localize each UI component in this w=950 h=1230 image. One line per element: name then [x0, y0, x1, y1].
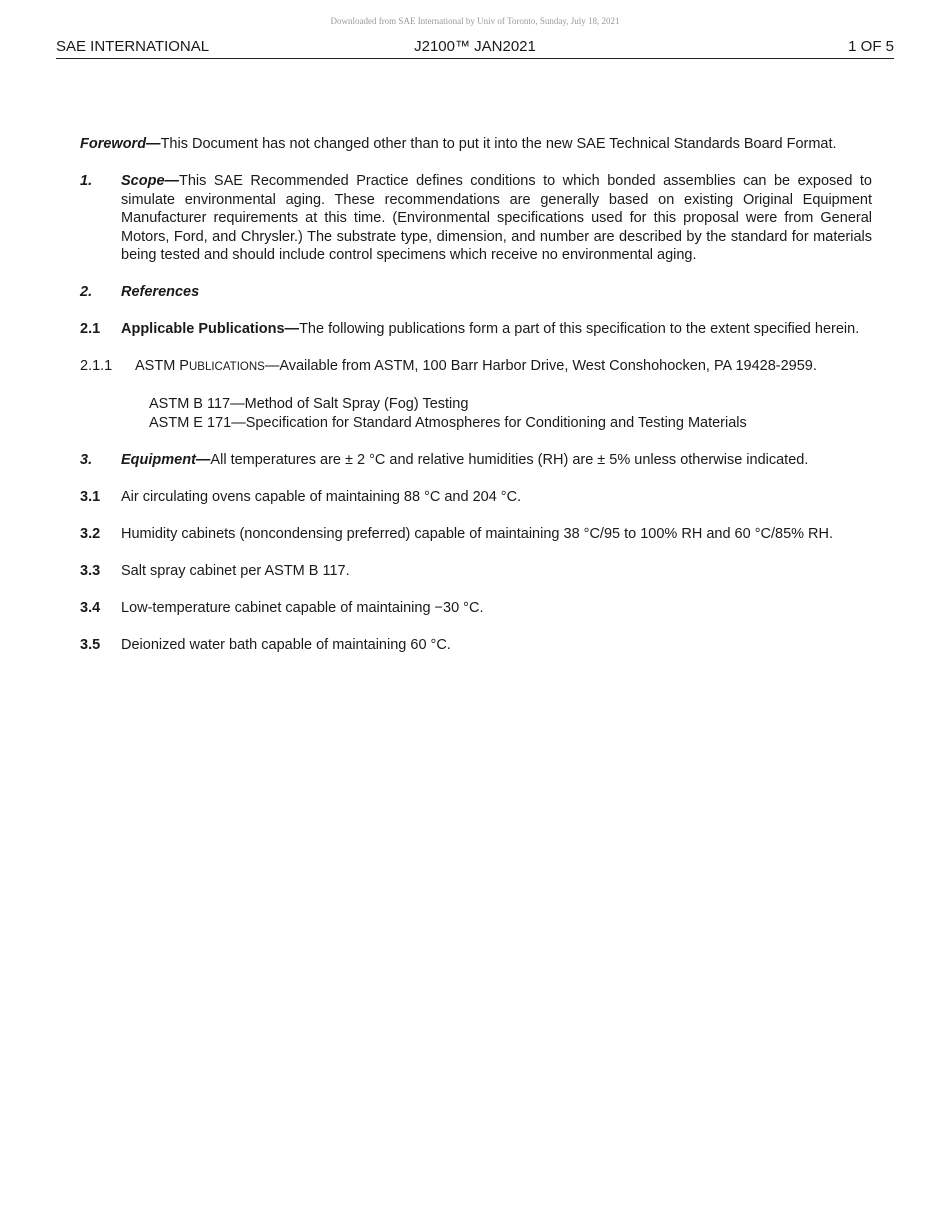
section-number: 2.1.1 — [80, 358, 113, 374]
section-number: 2.1 — [80, 321, 101, 337]
header-page-number: 1 OF 5 — [848, 38, 894, 55]
section-applicable-publications — [80, 320, 872, 339]
section-text: This SAE Recommended Practice defines conditions to which bonded assemblies can be exposed to simulate environmental aging. These recommendations are generally based on existing Original Equipment Manufacturer requirements at this time. (Environmental specifications used for this proposal were from General Motors, Ford, and Chrysler.) The substrate type, dimension, and number are described by the standard for materials being tested and should include control specimens which receive no environmental aging. — [121, 173, 872, 263]
header-document-id: J2100™ JAN2021 — [414, 38, 536, 55]
reference-item: ASTM B 117—Method of Salt Spray (Fog) Testing — [149, 396, 469, 412]
section-text: Deionized water bath capable of maintaining 60 °C. — [121, 636, 451, 653]
section-number: 2. — [80, 284, 93, 300]
section-heading-rest: UBLICATIONS — [188, 361, 265, 373]
equipment-item — [80, 562, 872, 581]
section-text: All temperatures are ± 2 °C and relative humidities (RH) are ± 5% unless otherwise indicated. — [210, 451, 809, 468]
section-text: Low-temperature cabinet capable of maintaining −30 °C. — [121, 599, 484, 616]
section-astm-publications — [80, 357, 872, 377]
section-text: Salt spray cabinet per ASTM B 117. — [121, 562, 350, 579]
foreword-paragraph — [80, 135, 872, 154]
section-number: 3.1 — [80, 488, 101, 505]
section-number: 3.3 — [80, 562, 101, 579]
section-equipment — [80, 451, 872, 470]
equipment-item — [80, 636, 872, 655]
section-heading: Applicable Publications— — [121, 321, 300, 337]
reference-item: ASTM E 171—Specification for Standard Atmospheres for Conditioning and Testing Materials — [149, 414, 747, 431]
section-heading: References — [121, 284, 200, 300]
section-text: Air circulating ovens capable of maintaining 88 °C and 204 °C. — [121, 488, 522, 505]
section-text: Humidity cabinets (noncondensing preferred) capable of maintaining 38 °C/95 to 100% RH and 60 °C/85% RH. — [121, 525, 834, 542]
document-body — [80, 135, 872, 673]
header-organization: SAE INTERNATIONAL — [56, 38, 210, 55]
section-number: 3.2 — [80, 525, 101, 542]
section-heading: Equipment— — [121, 451, 211, 468]
page-header — [56, 38, 894, 59]
reference-list — [80, 395, 872, 432]
section-number: 1. — [80, 173, 93, 189]
section-text: —Available from ASTM, 100 Barr Harbor Drive, West Conshohocken, PA 19428-2959. — [264, 358, 817, 374]
section-text: The following publications form a part of this specification to the extent specified herein. — [299, 321, 860, 337]
section-references — [80, 283, 872, 302]
section-number: 3. — [80, 451, 93, 468]
section-scope — [80, 172, 872, 265]
equipment-item — [80, 599, 872, 618]
section-number: 3.4 — [80, 599, 101, 616]
download-watermark: Downloaded from SAE International by Univ of Toronto, Sunday, July 18, 2021 — [330, 16, 620, 26]
equipment-item — [80, 525, 872, 544]
section-heading-first: ASTM P — [135, 358, 189, 374]
foreword-label: Foreword— — [80, 136, 161, 152]
foreword-text: This Document has not changed other than to put it into the new SAE Technical Standards Board Format. — [160, 136, 837, 152]
equipment-item — [80, 488, 872, 507]
section-number: 3.5 — [80, 636, 101, 653]
section-heading: Scope— — [121, 173, 180, 189]
